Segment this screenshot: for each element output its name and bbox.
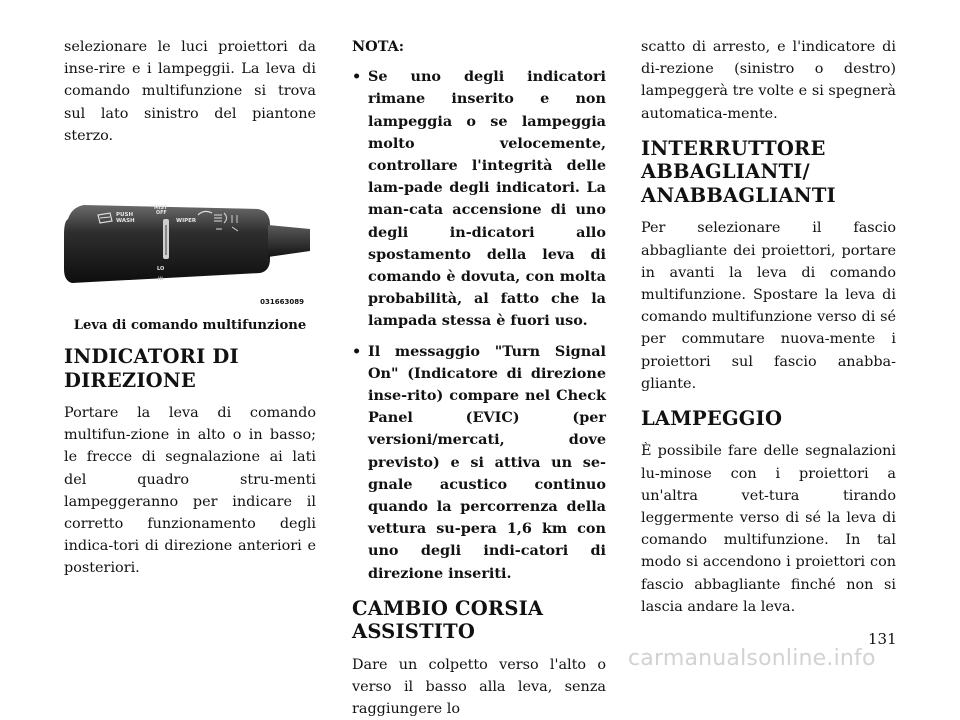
lever-label-wash: WASH <box>116 218 135 225</box>
page-number: 131 <box>868 630 897 648</box>
column-1 <box>64 36 316 580</box>
lampeggio-paragraph: È possibile fare delle segnalazioni lu-minose con i proiettori a un'altra vet-tura tirando leggermente verso di sé la leva di comando multifunzione. In tal modo si accendono i proiettori con fascio abbagliante finché non si lascia andare la leva. <box>641 443 896 615</box>
lever-label-mist: MIST <box>154 206 168 212</box>
lever-label-off: OFF <box>156 211 167 217</box>
lever-label-hi: HI <box>158 276 163 282</box>
lever-label-lo: LO <box>157 266 165 273</box>
watermark: carmanualsonline.info <box>628 646 876 671</box>
note-bullet-2: • Il messaggio "Turn Signal On" (Indicatore di direzione inse-rito) compare nel Check Panel (EVIC) (per versioni/mercati, dove previsto) e si attiva un se-gnale acustico continuo quando la percorrenza della vettura su-pera 1,6 km con uno degli indi-catori di direzione inseriti. <box>352 341 606 585</box>
lever-label-wiper: WIPER <box>176 218 197 225</box>
heading-cambio-corsia: CAMBIO CORSIA ASSISTITO <box>352 596 544 644</box>
abbaglianti-paragraph: Per selezionare il fascio abbagliante dei proiettori, portare in avanti la leva di comando multifunzione. Spostare la leva di comando multifunzione verso di sé per commutare nuova-mente i proiettori sul fascio anabba-gliante. <box>641 220 896 392</box>
heading-lampeggio: LAMPEGGIO <box>641 406 783 430</box>
continued-paragraph: scatto di arresto, e l'indicatore di di-rezione (sinistro o destro) lampeggerà tre volte e si spegnerà automatica-mente. <box>641 39 896 122</box>
heading-interruttore-abbaglianti: INTERRUTTORE ABBAGLIANTI/ ANABBAGLIANTI <box>641 136 836 207</box>
cambio-corsia-paragraph: Dare un colpetto verso l'alto o verso il basso alla leva, senza raggiungere lo <box>352 656 606 718</box>
column-3 <box>641 36 896 618</box>
figure-id: 031663089 <box>260 297 304 306</box>
column-2 <box>352 36 606 720</box>
multifunction-lever-figure <box>64 185 312 315</box>
note-bullet-1: • Se uno degli indicatori rimane inserito e non lampeggia o se lampeggia molto velocemente, controllare l'integrità delle lam-pade degli indicatori. La man-cata accensione di uno degli in-dicatori allo spostamento della leva di comando è dovuta, con molta probabilità, al fatto che la lampada stessa è fuori uso. <box>352 66 606 332</box>
nota-label: NOTA: <box>352 38 405 55</box>
indicatori-paragraph: Portare la leva di comando multifun-zione in alto o in basso; le frecce di segnalazione ai lati del quadro stru-menti lampeggeranno per indicare il corretto funzionamento degli indica-tori di direzione anteriori e posteriori. <box>64 405 316 577</box>
figure-caption: Leva di comando multifunzione <box>73 318 307 334</box>
heading-indicatori-di-direzione: INDICATORI DI DIREZIONE <box>64 345 239 392</box>
lever-label-push: PUSH <box>116 212 134 219</box>
intro-paragraph: selezionare le luci proiettori da inse-rire e i lampeggii. La leva di comando multifunzione si trova sul lato sinistro del piantone sterzo. <box>64 39 316 144</box>
